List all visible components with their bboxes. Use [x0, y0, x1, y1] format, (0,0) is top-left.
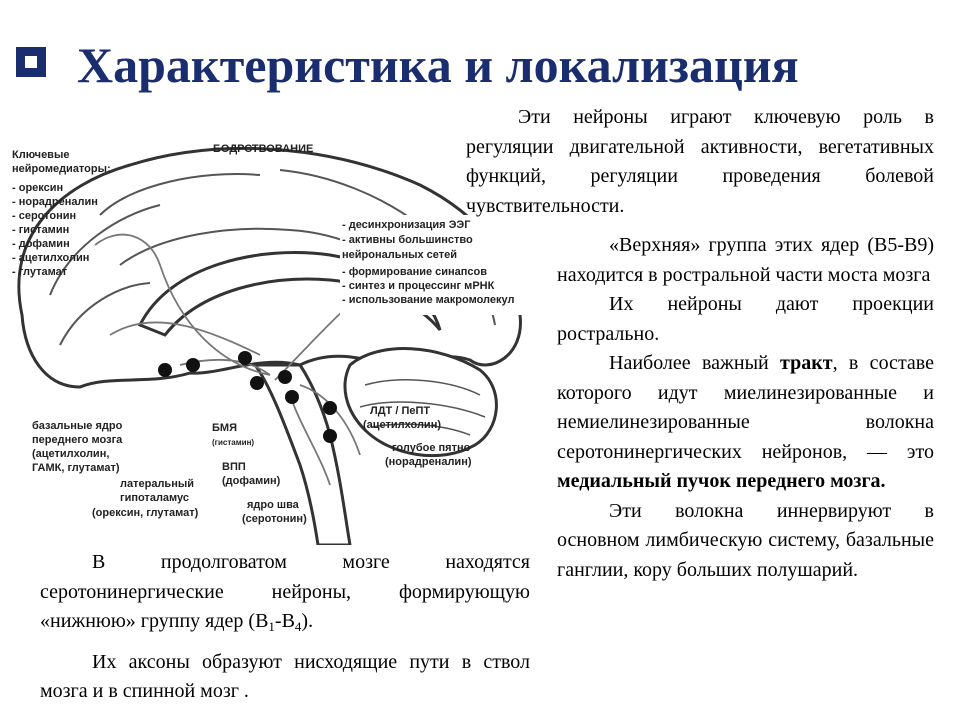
- nucleus-dot: [238, 351, 252, 365]
- right-column: [557, 231, 934, 585]
- svg-text:гипоталамус: гипоталамус: [120, 492, 189, 504]
- svg-text:Ключевые: Ключевые: [12, 149, 70, 161]
- bottom-p2: Их аксоны образуют нисходящие пути в ствол мозга и в спинной мозг .: [40, 650, 530, 702]
- svg-text:(дофамин): (дофамин): [222, 475, 281, 487]
- label-tmn: [212, 422, 254, 447]
- nucleus-dot: [323, 429, 337, 443]
- svg-text:- формирование синапсов: - формирование синапсов: [342, 266, 488, 278]
- svg-text:- ацетилхолин: - ацетилхолин: [12, 252, 90, 264]
- svg-text:- гистамин: - гистамин: [12, 224, 70, 236]
- svg-text:базальные ядро: базальные ядро: [32, 420, 123, 432]
- svg-text:БМЯ: БМЯ: [212, 422, 237, 434]
- bottom-p1: В продолговатом мозге находятся серотонинергические нейроны, формирующую «нижнюю» группу ядер $(В_1-В_4)$.: [40, 551, 530, 634]
- nucleus-dot: [158, 363, 172, 377]
- label-raphe: [242, 499, 307, 525]
- svg-text:нейрональных сетей: нейрональных сетей: [342, 249, 458, 261]
- svg-text:нейромедиаторы:: нейромедиаторы:: [12, 163, 111, 175]
- right-p1: «Верхняя» группа этих ядер (В5-В9) находится в ростральной части моста мозга: [557, 234, 934, 286]
- wake-label: БОДРСТВОВАНИЕ: [213, 143, 314, 155]
- svg-text:- норадреналин: - норадреналин: [12, 196, 98, 208]
- bottom-left-text: [40, 548, 530, 707]
- right-p4: Эти волокна иннервируют в основном лимбическую систему, базальные ганглии, кору больших полушарий.: [557, 499, 934, 581]
- svg-text:- активны большинство: - активны большинство: [342, 234, 473, 246]
- svg-text:- орексин: - орексин: [12, 182, 64, 194]
- svg-text:ГАМК, глутамат): ГАМК, глутамат): [32, 462, 120, 474]
- label-basal-forebrain: [32, 420, 123, 474]
- nucleus-dot: [278, 370, 292, 384]
- nucleus-dot: [250, 376, 264, 390]
- nucleus-dot: [285, 390, 299, 404]
- slide-title: Характеристика и локализация: [77, 37, 799, 93]
- svg-text:- глутамат: - глутамат: [12, 266, 68, 278]
- nucleus-dot: [186, 358, 200, 372]
- svg-text:- десинхронизация ЭЭГ: - десинхронизация ЭЭГ: [342, 219, 471, 231]
- key-list: [12, 149, 111, 278]
- svg-text:голубое пятно: голубое пятно: [392, 442, 471, 454]
- svg-text:(серотонин): (серотонин): [242, 513, 307, 525]
- svg-text:переднего мозга: переднего мозга: [32, 434, 123, 446]
- svg-text:(орексин, глутамат): (орексин, глутамат): [92, 507, 199, 519]
- svg-text:(гистамин): (гистамин): [212, 438, 255, 447]
- top-paragraph: Эти нейроны играют ключевую роль в регуляции двигательной активности, вегетативных функций, регуляции проведения болевой чувствительности.: [466, 106, 934, 217]
- svg-text:ВПП: ВПП: [222, 461, 246, 473]
- nucleus-dot: [323, 401, 337, 415]
- svg-text:ядро шва: ядро шва: [247, 499, 299, 511]
- svg-text:(норадреналин): (норадреналин): [385, 456, 472, 468]
- effects-list: [340, 215, 550, 315]
- svg-text:латеральный: латеральный: [120, 478, 194, 490]
- right-p2: Их нейроны дают проекции рострально.: [557, 293, 934, 345]
- svg-text:- использование макромолекул: - использование макромолекул: [342, 294, 515, 306]
- svg-text:- синтез и процессинг мРНК: - синтез и процессинг мРНК: [342, 280, 495, 292]
- svg-text:ЛДТ / ПеПТ: ЛДТ / ПеПТ: [370, 405, 431, 417]
- svg-text:- дофамин: - дофамин: [12, 238, 70, 250]
- label-lateral-hypothalamus: [92, 478, 199, 519]
- svg-text:- серотонин: - серотонин: [12, 210, 77, 222]
- right-p3: Наиболее важный тракт, в составе которого идут миелинезированные и немиелинезированные волокна серотонинергических нейронов, — это медиальный пучок переднего мозга.: [557, 352, 935, 492]
- square-bullet-icon: [16, 47, 46, 77]
- label-vta: [222, 461, 281, 487]
- svg-text:(ацетилхолин): (ацетилхолин): [363, 419, 441, 431]
- svg-text:(ацетилхолин,: (ацетилхолин,: [32, 448, 110, 460]
